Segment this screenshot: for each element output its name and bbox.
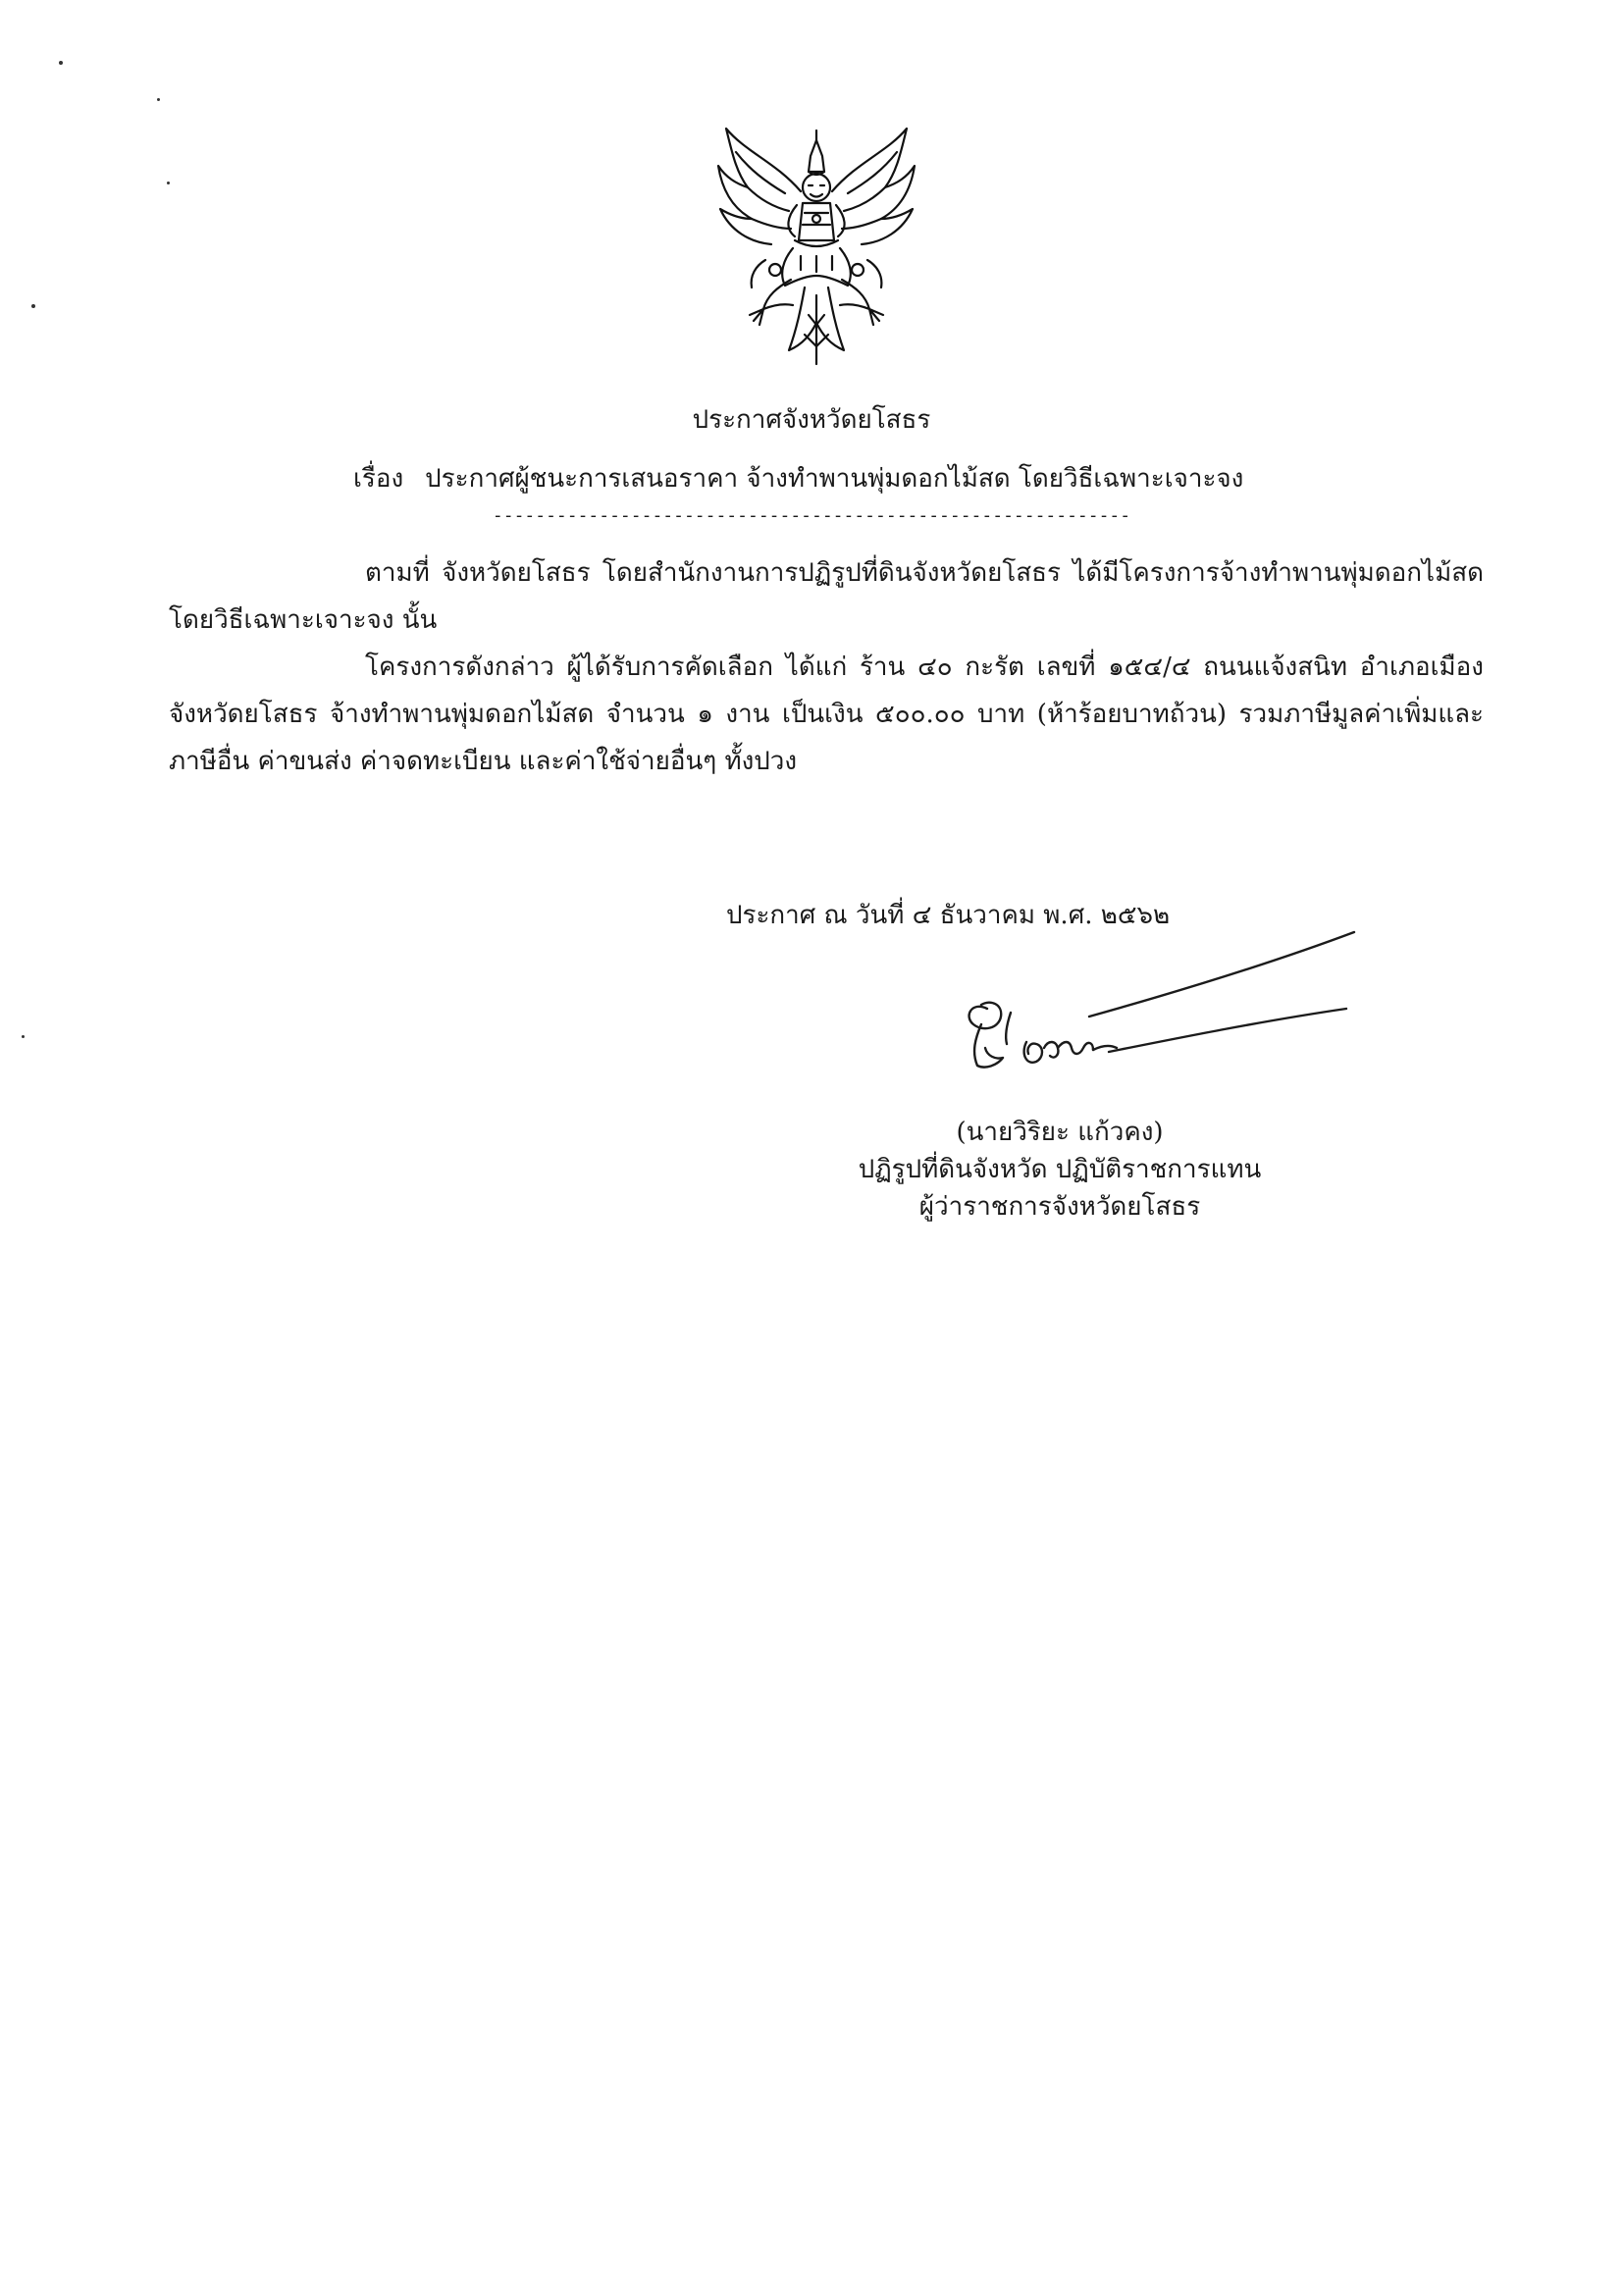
paragraph-2-text: โครงการดังกล่าว ผู้ได้รับการคัดเลือก ได้แก่ ร้าน ๔๐ กะรัต เลขที่ ๑๕๔/๔ ถนนแจ้งสนิท อำเภอเมือง จังหวัดยโสธร จ้างทำพานพุ่มดอกไม้สด จำนวน ๑ งาน เป็นเงิน ๕๐๐.๐๐ บาท (ห้าร้อยบาทถ้วน) รวมภาษีมูลค่าเพิ่มและภาษีอื่น ค่าขนส่ง ค่าจดทะเบียน และค่าใช้จ่ายอื่นๆ ทั้งปวง [169, 652, 1484, 776]
handwritten-signature [942, 922, 1364, 1089]
announcement-title: ประกาศจังหวัดยโสธร [692, 405, 931, 435]
scan-speck [157, 98, 160, 101]
subject-label: เรื่อง [353, 464, 404, 494]
signatory-block [785, 1114, 1335, 1226]
scan-speck [31, 304, 35, 308]
signatory-position-1: ปฏิรูปที่ดินจังหวัด ปฏิบัติราชการแทน [858, 1155, 1262, 1184]
divider-line: ------------------------------------------------------------ [492, 505, 1131, 526]
signatory-position-2: ผู้ว่าราชการจังหวัดยโสธร [918, 1192, 1201, 1222]
subject-text: ประกาศผู้ชนะการเสนอราคา จ้างทำพานพุ่มดอกไม้สด โดยวิธีเฉพาะเจาะจง [425, 464, 1244, 494]
body-paragraph-1 [169, 549, 1484, 644]
scan-speck [22, 1035, 25, 1038]
signatory-name: (นายวิริยะ แก้วคง) [956, 1118, 1164, 1147]
garuda-emblem-icon [707, 123, 927, 368]
scan-speck [167, 182, 170, 184]
scan-speck [59, 61, 63, 65]
subject-line [353, 461, 1243, 496]
paragraph-1-text: ตามที่ จังหวัดยโสธร โดยสำนักงานการปฏิรูปที่ดินจังหวัดยโสธร ได้มีโครงการจ้างทำพานพุ่มดอกไม้สด โดยวิธีเฉพาะเจาะจง นั้น [169, 558, 1484, 635]
announcement-date: ประกาศ ณ วันที่ ๔ ธันวาคม พ.ศ. ๒๕๖๒ [726, 901, 1171, 930]
body-paragraph-2 [169, 644, 1484, 785]
